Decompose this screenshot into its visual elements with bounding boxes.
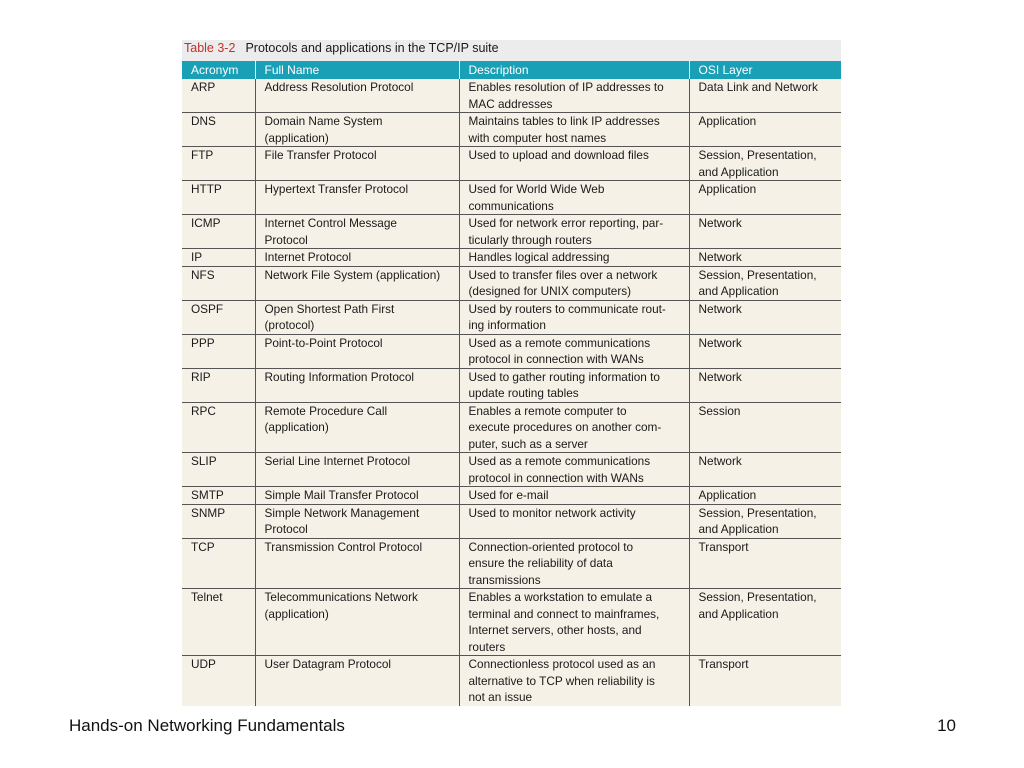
cell-full-name: Remote Procedure Call (application) — [255, 402, 459, 453]
cell-osi-layer: Session, Presentation, and Application — [689, 147, 841, 181]
cell-acronym: UDP — [191, 657, 216, 671]
cell-osi-layer: Session, Presentation, and Application — [689, 589, 841, 656]
cell-osi-layer: Transport — [689, 656, 841, 706]
cell-acronym: ICMP — [182, 215, 255, 249]
cell-description: Used to monitor network activity — [459, 504, 689, 538]
cell-description: Used to upload and download files — [459, 147, 689, 181]
cell-osi-layer: Network — [689, 368, 841, 402]
table-row — [182, 147, 841, 181]
cell-description: Enables resolution of IP addresses to MAC addresses — [459, 79, 689, 113]
cell-osi-layer: Session, Presentation, and Application — [689, 266, 841, 300]
table-row — [182, 334, 841, 368]
cell-description: Used as a remote communications protocol in connection with WANs — [459, 453, 689, 487]
cell-description: Used for network error reporting, par- ticularly through routers — [459, 215, 689, 249]
cell-description: Enables a workstation to emulate a terminal and connect to mainframes, Internet servers, other hosts, and routers — [459, 589, 689, 656]
footer-page-number: 10 — [937, 716, 956, 735]
table-row — [182, 402, 841, 453]
table-row — [182, 368, 841, 402]
table-header-row — [182, 61, 841, 79]
cell-description: Used to transfer files over a network (designed for UNIX computers) — [459, 266, 689, 300]
table-row — [182, 453, 841, 487]
cell-acronym: SNMP — [182, 504, 255, 538]
cell-acronym: NFS — [182, 266, 255, 300]
cell-acronym: Telnet — [182, 589, 255, 656]
table-body — [182, 79, 841, 706]
cell-description: Used for e-mail — [459, 487, 689, 505]
cell-description: Used for World Wide Web communications — [459, 181, 689, 215]
cell-full-name: Serial Line Internet Protocol — [255, 453, 459, 487]
table-row — [182, 249, 841, 267]
cell-full-name: Network File System (application) — [255, 266, 459, 300]
cell-acronym: OSPF — [182, 300, 255, 334]
cell-full-name: Address Resolution Protocol — [255, 79, 459, 113]
table-row — [182, 181, 841, 215]
cell-acronym: FTP — [182, 147, 255, 181]
header-full-name: Full Name — [255, 61, 459, 79]
table-row — [182, 300, 841, 334]
table-figure — [182, 40, 841, 706]
cell-osi-layer: Application — [689, 113, 841, 147]
cell-acronym: SLIP — [182, 453, 255, 487]
cell-acronym: SMTP — [182, 487, 255, 505]
cell-full-name: Telecommunications Network (application) — [255, 589, 459, 656]
cell-osi-layer: Application — [689, 181, 841, 215]
cell-osi-layer: Session, Presentation, and Application — [689, 504, 841, 538]
cell-description: Enables a remote computer to execute procedures on another com- puter, such as a server — [459, 402, 689, 453]
cell-osi-layer: Network — [689, 249, 841, 267]
cell-acronym: HTTP — [182, 181, 255, 215]
cell-osi-layer: Transport — [689, 538, 841, 589]
cell-description: Connectionless protocol used as an alternative to TCP when reliability is not an issue — [459, 656, 689, 706]
table-row — [182, 79, 841, 113]
table-caption — [182, 40, 841, 61]
cell-full-name: User Datagram Protocol — [255, 656, 459, 706]
table-caption-label: Table 3-2 — [184, 41, 236, 55]
cell-full-name: Routing Information Protocol — [255, 368, 459, 402]
cell-full-name: File Transfer Protocol — [255, 147, 459, 181]
cell-description: Used by routers to communicate rout- ing information — [459, 300, 689, 334]
cell-osi-layer: Network — [689, 453, 841, 487]
cell-description: Connection-oriented protocol to ensure the reliability of data transmissions — [459, 538, 689, 589]
cell-osi-layer: Network — [689, 215, 841, 249]
cell-description: Used as a remote communications protocol in connection with WANs — [459, 334, 689, 368]
cell-acronym: ARP — [182, 79, 255, 113]
cell-full-name: Domain Name System (application) — [255, 113, 459, 147]
table-row — [182, 487, 841, 505]
cell-osi-layer: Network — [689, 334, 841, 368]
cell-acronym: RPC — [182, 402, 255, 453]
cell-full-name: Internet Protocol — [255, 249, 459, 267]
cell-full-name: Simple Network Management Protocol — [255, 504, 459, 538]
cell-full-name: Transmission Control Protocol — [255, 538, 459, 589]
header-description: Description — [459, 61, 689, 79]
cell-full-name: Simple Mail Transfer Protocol — [255, 487, 459, 505]
cell-description: Used to gather routing information to update routing tables — [459, 368, 689, 402]
table-row — [182, 266, 841, 300]
cell-full-name: Open Shortest Path First (protocol) — [255, 300, 459, 334]
table-row — [182, 656, 841, 706]
cell-full-name: Point-to-Point Protocol — [255, 334, 459, 368]
cell-acronym: DNS — [182, 113, 255, 147]
cell-osi-layer: Application — [689, 487, 841, 505]
cell-acronym: PPP — [182, 334, 255, 368]
cell-description: Handles logical addressing — [459, 249, 689, 267]
table-row — [182, 113, 841, 147]
protocols-table — [182, 61, 841, 706]
cell-osi-layer: Session — [689, 402, 841, 453]
cell-full-name: Hypertext Transfer Protocol — [255, 181, 459, 215]
cell-description: Maintains tables to link IP addresses with computer host names — [459, 113, 689, 147]
table-row — [182, 538, 841, 589]
table-row — [182, 215, 841, 249]
header-osi-layer: OSI Layer — [689, 61, 841, 79]
cell-osi-layer: Data Link and Network — [689, 79, 841, 113]
table-row — [182, 589, 841, 656]
cell-full-name: Internet Control Message Protocol — [255, 215, 459, 249]
header-acronym: Acronym — [182, 61, 255, 79]
table-caption-title: Protocols and applications in the TCP/IP suite — [245, 41, 499, 55]
cell-acronym: RIP — [182, 368, 255, 402]
cell-acronym: IP — [182, 249, 255, 267]
cell-osi-layer: Network — [689, 300, 841, 334]
table-row — [182, 504, 841, 538]
cell-acronym: TCP — [182, 538, 255, 589]
footer-course-title: Hands-on Networking Fundamentals — [69, 716, 345, 735]
